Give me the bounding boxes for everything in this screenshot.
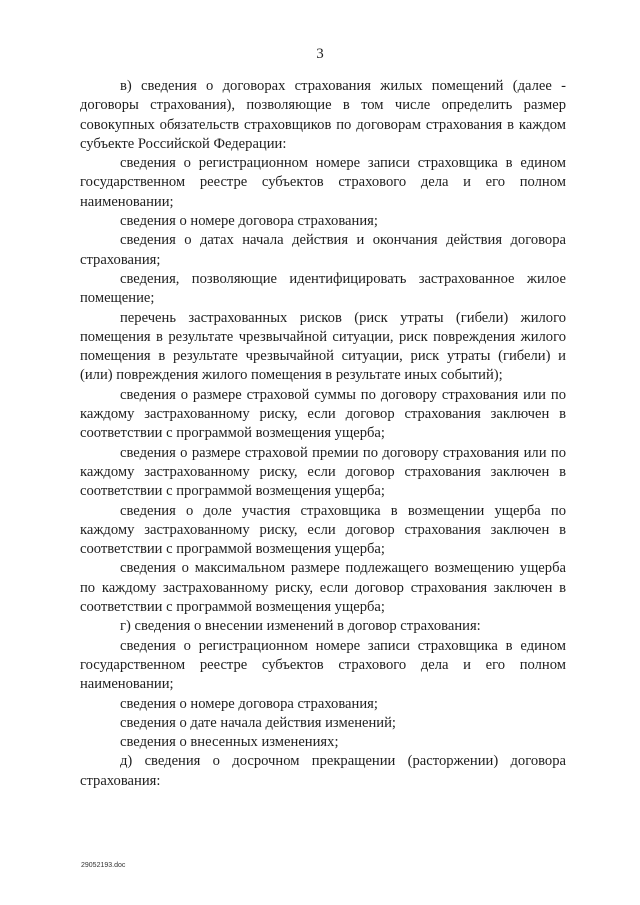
paragraph: сведения о дате начала действия изменений; (120, 714, 396, 731)
footer-filename: 29052193.doc (81, 862, 126, 869)
page-number: 3 (316, 46, 324, 62)
paragraph: сведения о внесенных изменениях; (120, 734, 339, 751)
document-body (80, 77, 566, 791)
paragraph: сведения о регистрационном номере записи страховщика в едином государственном реестре субъектов страхового дела и его полном наименовании; (80, 155, 566, 210)
paragraph: сведения, позволяющие идентифицировать застрахованное жилое помещение; (80, 270, 566, 307)
paragraph: сведения о максимальном размере подлежащего возмещению ущерба по каждому застрахованному риску, если договор страхования заключен в соответствии с программой возмещения ущерба; (80, 560, 566, 616)
paragraph: перечень застрахованных рисков (риск утраты (гибели) жилого помещения в результате чрезвычайной ситуации, риск повреждения жилого помещения в результате чрезвычайной ситуации, риск утраты (гибели) и (или) повреждения жилого помещения в результате иных событий); (80, 309, 566, 384)
paragraph: сведения о датах начала действия и окончания действия договора страхования; (80, 232, 566, 268)
paragraph: сведения о размере страховой премии по договору страхования или по каждому застрахованному риску, если договор страхования заключен в соответствии с программой возмещения ущерба; (80, 444, 566, 500)
paragraph: сведения о размере страховой суммы по договору страхования или по каждому застрахованному риску, если договор страхования заключен в соответствии с программой возмещения ущерба; (80, 386, 566, 442)
paragraph: в) сведения о договорах страхования жилых помещений (далее - договоры страхования), позволяющие в том числе определить размер совокупных обязательств страховщиков по договорам страхования в каждом субъекте Российской Федерации: (80, 78, 566, 152)
paragraph: сведения о регистрационном номере записи страховщика в едином государственном реестре субъектов страхового дела и его полном наименовании; (80, 637, 566, 693)
paragraph: д) сведения о досрочном прекращении (расторжении) договора страхования: (80, 753, 566, 789)
paragraph: г) сведения о внесении изменений в договор страхования: (120, 618, 481, 635)
paragraph: сведения о номере договора страхования; (120, 213, 378, 230)
paragraph: сведения о доле участия страховщика в возмещении ущерба по каждому застрахованному риску, если договор страхования заключен в соответствии с программой возмещения ущерба; (80, 502, 566, 558)
paragraph: сведения о номере договора страхования; (120, 695, 378, 712)
